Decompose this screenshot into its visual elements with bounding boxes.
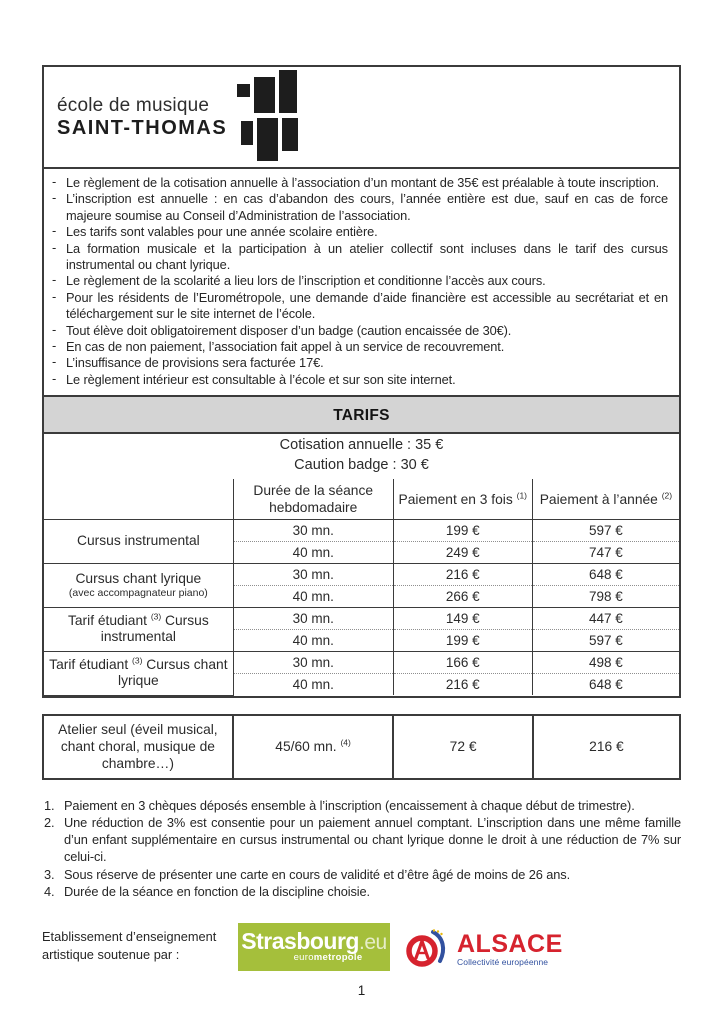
school-logo-text [57, 95, 227, 140]
header-pay3-label: Paiement en 3 fois [398, 491, 513, 507]
school-logo-box [42, 65, 681, 169]
pay3-cell: 266 € [393, 585, 532, 607]
footnote [42, 883, 681, 900]
year-cell: 447 € [532, 607, 679, 629]
footnote [42, 797, 681, 814]
rule-dash: - [52, 288, 57, 304]
footer [42, 923, 681, 971]
rule-item [50, 175, 668, 191]
rule-item [50, 372, 668, 388]
pay3-cell: 199 € [393, 519, 532, 541]
rule-item [50, 241, 668, 274]
table-row [44, 651, 679, 673]
tariff-sublabel: (avec accompagnateur piano) [68, 587, 208, 600]
footnote [42, 866, 681, 883]
rule-text: Tout élève doit obligatoirement disposer d’un badge (caution encaissée de 30€). [66, 322, 512, 338]
rule-text: L’insuffisance de provisions sera facturée 17€. [66, 355, 324, 371]
document-content [42, 65, 681, 971]
tarifs-title: TARIFS [44, 397, 679, 434]
atelier-row [43, 715, 680, 779]
atelier-duration: 45/60 mn. $^{(4)}$ [233, 715, 394, 779]
rule-text: En cas de non paiement, l’association fait appel à un service de recouvrement. [66, 339, 505, 355]
footnote-number: 4. [44, 883, 55, 899]
caution-line: Caution badge : 30 € [294, 456, 429, 473]
table-row [44, 607, 679, 629]
alsace-subtitle: Collectivité européenne [457, 956, 549, 967]
header-duration [233, 479, 393, 519]
tarifs-section [42, 397, 681, 698]
pay3-cell: 199 € [393, 629, 532, 651]
alsace-title: ALSACE [457, 929, 563, 958]
eurometropole-logo-text: eurometropole [293, 952, 363, 963]
rule-item [50, 224, 668, 240]
rule-dash: - [52, 321, 57, 337]
support-text: Etablissement d’enseignement artistique soutenue par : [42, 929, 217, 962]
duration-cell: 40 mn. [233, 541, 393, 563]
footnote-number: 1. [44, 797, 55, 813]
rule-item [50, 191, 668, 224]
rule-dash: - [52, 354, 57, 370]
table-row [44, 563, 679, 585]
rule-text: Le règlement de la cotisation annuelle à l’association d’un montant de 35€ est préalable à toute inscription. [66, 175, 660, 190]
alsace-logo [405, 923, 563, 971]
strasbourg-logo-text: Strasbourg.eu [241, 928, 387, 954]
rule-dash: - [52, 190, 57, 206]
school-name-line2: SAINT-THOMAS [57, 116, 228, 139]
tariff-label-text: Tarif étudiant $^{(3)}$ Cursus instrumental [67, 611, 209, 645]
year-cell: 597 € [532, 519, 679, 541]
rule-text: Pour les résidents de l’Eurométropole, une demande d’aide financière est accessible au secrétariat et en téléchargement sur le site internet de l’école. [66, 289, 668, 322]
header-year [532, 479, 679, 519]
duration-cell: 30 mn. [233, 651, 393, 673]
rule-dash: - [52, 223, 57, 239]
footnote-number: 2. [44, 814, 55, 830]
atelier-table [42, 714, 681, 780]
atelier-footnote-ref: (4) [340, 737, 351, 748]
alsace-logo-text [457, 929, 563, 967]
duration-cell: 30 mn. [233, 563, 393, 585]
year-cell: 648 € [532, 673, 679, 695]
header-year-label: Paiement à l’année [539, 491, 658, 507]
cotisation-line: Cotisation annuelle : 35 € [279, 437, 444, 454]
rule-text: Les tarifs sont valables pour une année scolaire entière. [66, 224, 378, 240]
duration-cell: 30 mn. [233, 519, 393, 541]
year-cell: 648 € [532, 563, 679, 585]
pay3-cell: 249 € [393, 541, 532, 563]
tariff-header-row [44, 479, 679, 519]
tariff-label-text: Cursus chant lyrique [75, 571, 202, 587]
school-name-line1: école de musique [57, 94, 210, 116]
cotisation-block [44, 434, 679, 479]
rule-dash: - [52, 338, 57, 354]
rule-item [50, 339, 668, 355]
footnote-text: Sous réserve de présenter une carte en cours de validité et d’être âgé de moins de 26 ans. [64, 866, 571, 882]
rule-dash: - [52, 370, 57, 386]
footnote-number: 3. [44, 866, 55, 882]
rule-item [50, 355, 668, 371]
header-empty-cell [44, 479, 233, 519]
pay3-cell: 216 € [393, 673, 532, 695]
footnotes [42, 797, 681, 900]
year-cell: 498 € [532, 651, 679, 673]
rule-text: Le règlement de la scolarité a lieu lors de l’inscription et conditionne l’accès aux cours. [66, 273, 546, 289]
atelier-label: Atelier seul (éveil musical, chant choral, musique de chambre…) [43, 715, 233, 779]
tariff-row-label [44, 563, 233, 607]
atelier-year: 216 € [533, 715, 680, 779]
tariff-row-label [44, 651, 233, 695]
rule-text: La formation musicale et la participation à un atelier collectif sont incluses dans le tarif des cursus instrumental ou chant lyrique. [66, 240, 668, 273]
rule-text: Le règlement intérieur est consultable à l’école et sur son site internet. [66, 371, 456, 387]
pay3-cell: 149 € [393, 607, 532, 629]
tariff-label-text: Tarif étudiant $^{(3)}$ Cursus chant lyrique [49, 655, 228, 689]
tariff-row-label [44, 607, 233, 651]
rule-item [50, 323, 668, 339]
tariff-table [44, 479, 679, 696]
tariff-row-label [44, 519, 233, 563]
tariff-label-text: Cursus instrumental [77, 533, 200, 549]
rules-box [42, 169, 681, 397]
header-pay3 [393, 479, 532, 519]
pay3-cell: 216 € [393, 563, 532, 585]
duration-cell: 40 mn. [233, 673, 393, 695]
rule-dash: - [52, 272, 57, 288]
header-pay3-footnote-ref: (1) [516, 489, 528, 500]
alsace-mark-icon [405, 927, 451, 971]
year-cell: 747 € [532, 541, 679, 563]
header-year-footnote-ref: (2) [661, 489, 673, 500]
page-number: 1 [357, 983, 366, 998]
header-duration-label: Durée de la séance hebdomadaire [253, 483, 374, 516]
year-cell: 597 € [532, 629, 679, 651]
rule-text: L’inscription est annuelle : en cas d’abandon des cours, l’année entière est due, sauf en cas de force majeure soumise au Conseil d’Administration de l’association. [66, 191, 668, 223]
duration-cell: 40 mn. [233, 629, 393, 651]
rule-dash: - [52, 174, 57, 189]
pay3-cell: 166 € [393, 651, 532, 673]
rule-item [50, 290, 668, 323]
footnote-text: Paiement en 3 chèques déposés ensemble à l’inscription (encaissement à chaque début de trimestre). [64, 797, 635, 813]
duration-cell: 40 mn. [233, 585, 393, 607]
table-row [44, 519, 679, 541]
rule-item [50, 273, 668, 289]
rule-dash: - [52, 239, 57, 255]
strasbourg-eurometropole-logo [238, 923, 390, 971]
school-logo-blocks-icon [237, 70, 299, 162]
footnote-text: Durée de la séance en fonction de la discipline choisie. [64, 883, 370, 899]
footnote [42, 814, 681, 866]
footnote-text: Une réduction de 3% est consentie pour un paiement annuel comptant. L’inscription dans une même famille d’un enfant supplémentaire en cursus instrumental ou chant lyrique donne le droit à une réduction de 7% sur celui-ci. [64, 814, 681, 865]
duration-cell: 30 mn. [233, 607, 393, 629]
year-cell: 798 € [532, 585, 679, 607]
atelier-pay3: 72 € [393, 715, 533, 779]
